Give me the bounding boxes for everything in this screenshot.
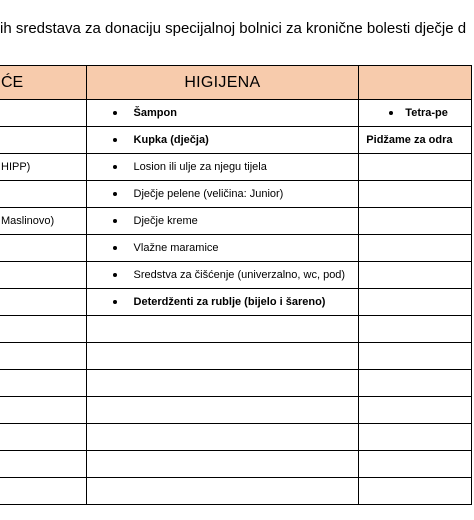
- table-row: [0, 478, 472, 505]
- cell-hygiene-item: [86, 181, 359, 208]
- cell-hygiene-item: [86, 316, 359, 343]
- table-header-row: [0, 66, 472, 100]
- cell-left: [0, 397, 86, 424]
- cell-hygiene-item: [86, 397, 359, 424]
- cell-right: [359, 208, 472, 235]
- cell-right: [359, 127, 472, 154]
- table-row: [0, 289, 472, 316]
- cell-right: [359, 235, 472, 262]
- cell-right: [359, 451, 472, 478]
- cell-right: [359, 424, 472, 451]
- cell-right: [359, 289, 472, 316]
- cell-left: [0, 478, 86, 505]
- cell-hygiene-item: [86, 451, 359, 478]
- table-row: [0, 424, 472, 451]
- cell-hygiene-item: [86, 424, 359, 451]
- table-row: [0, 181, 472, 208]
- cell-left: [0, 289, 86, 316]
- bullet-icon: [389, 111, 393, 115]
- bullet-icon: [113, 111, 117, 115]
- hygiene-item-label: Šampon: [133, 107, 177, 119]
- cell-left: [0, 316, 86, 343]
- table-row: [0, 370, 472, 397]
- cell-hygiene-item: [86, 235, 359, 262]
- cell-left: [0, 370, 86, 397]
- bullet-icon: [113, 246, 117, 250]
- cell-right: [359, 397, 472, 424]
- bullet-icon: [113, 165, 117, 169]
- hygiene-item-label: Kupka (dječja): [133, 134, 209, 146]
- table-row: [0, 154, 472, 181]
- cell-hygiene-item: [86, 127, 359, 154]
- cell-right: [359, 154, 472, 181]
- bullet-icon: [113, 219, 117, 223]
- hygiene-item-label: Vlažne maramice: [133, 242, 219, 254]
- cell-left: [0, 100, 86, 127]
- cell-right: [359, 343, 472, 370]
- cell-hygiene-item: [86, 154, 359, 181]
- cell-right: [359, 316, 472, 343]
- table-row: [0, 316, 472, 343]
- cell-left: [0, 343, 86, 370]
- cell-right: [359, 478, 472, 505]
- bullet-icon: [113, 300, 117, 304]
- table-row: [0, 451, 472, 478]
- cell-right: [359, 100, 472, 127]
- bullet-icon: [113, 138, 117, 142]
- cell-right: [359, 262, 472, 289]
- right-item-label: Pidžame za odra: [366, 134, 453, 146]
- cell-left: [0, 424, 86, 451]
- table-row: [0, 262, 472, 289]
- right-item-label: Tetra-pe: [405, 107, 448, 119]
- cell-hygiene-item: [86, 343, 359, 370]
- cell-hygiene-item: [86, 370, 359, 397]
- bullet-icon: [113, 192, 117, 196]
- hygiene-item-label: Sredstva za čišćenje (univerzalno, wc, pod): [133, 269, 346, 281]
- table-row: [0, 208, 472, 235]
- cell-hygiene-item: [86, 262, 359, 289]
- hygiene-item-label: Losion ili ulje za njegu tijela: [133, 161, 267, 173]
- hygiene-item-label: Dječje pelene (veličina: Junior): [133, 188, 284, 200]
- cell-right: [359, 370, 472, 397]
- hygiene-item-label: Deterdženti za rublje (bijelo i šareno): [133, 296, 326, 308]
- cell-left: [0, 181, 86, 208]
- cell-left: [0, 127, 86, 154]
- cell-hygiene-item: [86, 289, 359, 316]
- header-cell-hygiene: HIGIJENA: [86, 66, 359, 100]
- cell-left: [0, 262, 86, 289]
- donation-table: [0, 65, 472, 505]
- cell-hygiene-item: [86, 208, 359, 235]
- cell-left-text: Maslinovo): [1, 215, 55, 227]
- cell-hygiene-item: [86, 478, 359, 505]
- cell-left: [0, 154, 86, 181]
- cell-right: [359, 181, 472, 208]
- table-row: [0, 127, 472, 154]
- table-row: [0, 235, 472, 262]
- cell-left: [0, 451, 86, 478]
- table-row: [0, 100, 472, 127]
- document-title: ih sredstava za donaciju specijalnoj bolnici za kronične bolesti dječje d: [0, 20, 467, 37]
- cell-left: [0, 235, 86, 262]
- header-cell-food: ĆE: [0, 66, 86, 100]
- table-row: [0, 343, 472, 370]
- table-row: [0, 397, 472, 424]
- cell-left: [0, 208, 86, 235]
- cell-left-text: HIPP): [1, 161, 31, 173]
- cell-hygiene-item: [86, 100, 359, 127]
- header-cell-other: [359, 66, 472, 100]
- bullet-icon: [113, 273, 117, 277]
- hygiene-item-label: Dječje kreme: [133, 215, 198, 227]
